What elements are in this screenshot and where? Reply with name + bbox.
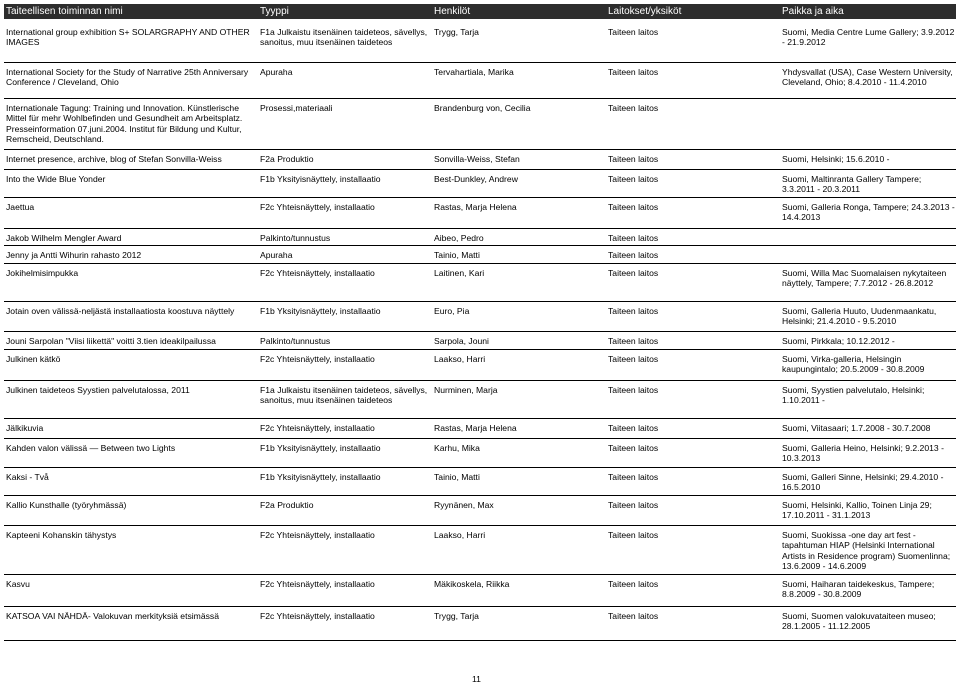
activity-type: Prosessi,materiaali [260,103,333,113]
activity-unit: Taiteen laitos [608,336,659,346]
row-divider [4,574,956,575]
activity-type: F2c Yhteisnäyttely, installaatio [260,611,375,621]
row-divider [4,149,956,150]
activity-unit: Taiteen laitos [608,174,659,184]
activity-name: Jaettua [6,202,35,212]
table-row [4,306,956,327]
header-place: Paikka ja aika [782,6,844,17]
table-row [4,423,956,433]
table-row [4,354,956,375]
activity-unit: Taiteen laitos [608,268,659,278]
activity-name: Jenny ja Antti Wihurin rahasto 2012 [6,250,142,260]
table-row [4,500,956,521]
activity-type: F1b Yksityisnäyttely, installaatio [260,472,381,482]
header-type: Tyyppi [260,6,289,17]
activity-persons: Karhu, Mika [434,443,480,453]
row-divider [4,495,956,496]
table-row [4,385,956,406]
activity-type: F1a Julkaistu itsenäinen taideteos, sävellys, sanoitus, muu itsenäinen taideteos [260,385,428,406]
activity-persons: Laakso, Harri [434,354,486,364]
activity-persons: Aibeo, Pedro [434,233,484,243]
activity-name: Jakob Wilhelm Mengler Award [6,233,122,243]
activity-name: International Society for the Study of Narrative 25th Anniversary Conference / Cleveland, Ohio [6,67,249,88]
row-divider [4,245,956,246]
activity-persons: Mäkikoskela, Riikka [434,579,510,589]
activity-unit: Taiteen laitos [608,233,659,243]
activity-place: Suomi, Virka-galleria, Helsingin kaupungintalo; 20.5.2009 - 30.8.2009 [782,354,925,375]
row-divider [4,301,956,302]
row-divider [4,380,956,381]
activity-persons: Trygg, Tarja [434,27,479,37]
activity-place: Suomi, Maltinranta Gallery Tampere; 3.3.2011 - 20.3.2011 [782,174,922,195]
table-row [4,103,956,145]
row-divider [4,525,956,526]
activity-place: Suomi, Pirkkala; 10.12.2012 - [782,336,895,346]
table-row [4,250,956,260]
activity-unit: Taiteen laitos [608,500,659,510]
activity-unit: Taiteen laitos [608,27,659,37]
activity-persons: Ryynänen, Max [434,500,494,510]
row-divider [4,438,956,439]
activity-name: Internationale Tagung: Training und Innovation. Künstlerische Mittel für mehr Wohlbefinden und Gesundheit am Arbeitsplatz. Presseinformation 07.juni.2004. Institut für Bildung und Kultur, Remscheid, Deutschland. [6,103,243,145]
row-divider [4,263,956,264]
table-header [4,4,956,19]
activity-persons: Trygg, Tarja [434,611,479,621]
activity-persons: Euro, Pia [434,306,470,316]
row-divider [4,169,956,170]
table-row [4,336,956,346]
activity-type: F2c Yhteisnäyttely, installaatio [260,579,375,589]
activity-place: Suomi, Galleria Huuto, Uudenmaankatu, Helsinki; 21.4.2010 - 9.5.2010 [782,306,937,327]
activity-unit: Taiteen laitos [608,423,659,433]
activity-place: Suomi, Galleria Heino, Helsinki; 9.2.2013 - 10.3.2013 [782,443,944,464]
row-divider [4,606,956,607]
table-row [4,443,956,464]
activity-type: F2c Yhteisnäyttely, installaatio [260,202,375,212]
header-unit: Laitokset/yksiköt [608,6,682,17]
activity-persons: Nurminen, Marja [434,385,498,395]
activity-name: Kapteeni Kohanskin tähystys [6,530,117,540]
row-divider [4,331,956,332]
activity-place: Suomi, Suomen valokuvataiteen museo; 28.1.2005 - 11.12.2005 [782,611,936,632]
activity-place: Suomi, Syystien palvelutalo, Helsinki; 1.10.2011 - [782,385,925,406]
activity-name: Jotain oven välissä-neljästä installaatiosta koostuva näyttely [6,306,235,316]
activity-persons: Sonvilla-Weiss, Stefan [434,154,520,164]
activity-persons: Laakso, Harri [434,530,486,540]
activity-place [780,250,956,260]
activity-name: Julkinen taideteos Syystien palvelutalossa, 2011 [6,385,190,395]
activity-name: Into the Wide Blue Yonder [6,174,106,184]
table-row [4,27,956,48]
activity-type: F1b Yksityisnäyttely, installaatio [260,443,381,453]
table-row [4,67,956,88]
activity-type: F1b Yksityisnäyttely, installaatio [260,174,381,184]
activity-place [780,233,956,243]
activity-place: Suomi, Suokissa -one day art fest - tapahtuman HIAP (Helsinki International Artists in Residence program) Suomenlinna; 13.6.2009 - 14.6.2009 [782,530,951,572]
table-row [4,174,956,195]
activity-persons: Tervahartiala, Marika [434,67,514,77]
activity-place: Suomi, Media Centre Lume Gallery; 3.9.2012 - 21.9.2012 [782,27,955,48]
activity-unit: Taiteen laitos [608,354,659,364]
row-divider [4,349,956,350]
activity-persons: Brandenburg von, Cecilia [434,103,531,113]
activity-unit: Taiteen laitos [608,611,659,621]
activity-unit: Taiteen laitos [608,250,659,260]
activity-type: F2c Yhteisnäyttely, installaatio [260,268,375,278]
activity-persons: Best-Dunkley, Andrew [434,174,518,184]
activity-unit: Taiteen laitos [608,472,659,482]
activity-name: Kahden valon välissä — Between two Lights [6,443,176,453]
activity-persons: Rastas, Marja Helena [434,423,517,433]
activity-name: Jokihelmisimpukka [6,268,79,278]
activity-type: F1a Julkaistu itsenäinen taideteos, sävellys, sanoitus, muu itsenäinen taideteos [260,27,428,48]
table-row [4,202,956,223]
activity-unit: Taiteen laitos [608,385,659,395]
activity-name: KATSOA VAI NÄHDÄ- Valokuvan merkityksiä etsimässä [6,611,219,621]
table-row [4,154,956,164]
activity-persons: Tainio, Matti [434,250,480,260]
activity-unit: Taiteen laitos [608,530,659,540]
activity-unit: Taiteen laitos [608,67,659,77]
activity-type: F2c Yhteisnäyttely, installaatio [260,423,375,433]
activity-unit: Taiteen laitos [608,579,659,589]
table-row [4,233,956,243]
activity-name: Jälkikuvia [6,423,44,433]
activity-name: Kallio Kunsthalle (työryhmässä) [6,500,127,510]
activity-type: F2c Yhteisnäyttely, installaatio [260,530,375,540]
table-row [4,268,956,289]
activity-name: Kasvu [6,579,30,589]
activity-persons: Sarpola, Jouni [434,336,489,346]
row-divider [4,228,956,229]
activity-unit: Taiteen laitos [608,443,659,453]
activity-type: F2a Produktio [260,154,314,164]
activity-type: Palkinto/tunnustus [260,336,331,346]
activity-type: F2c Yhteisnäyttely, installaatio [260,354,375,364]
activity-place: Suomi, Galleria Ronga, Tampere; 24.3.2013 - 14.4.2013 [782,202,955,223]
activity-place: Suomi, Galleri Sinne, Helsinki; 29.4.2010 - 16.5.2010 [782,472,944,493]
row-divider [4,197,956,198]
page-number: 11 [472,674,481,684]
table-row [4,472,956,493]
activity-place: Yhdysvallat (USA), Case Western University, Cleveland, Ohio; 8.4.2010 - 11.4.2010 [782,67,953,88]
activity-persons: Laitinen, Kari [434,268,485,278]
activity-table [4,4,956,19]
activity-place: Suomi, Willa Mac Suomalaisen nykytaiteen näyttely, Tampere; 7.7.2012 - 26.8.2012 [782,268,947,289]
activity-persons: Tainio, Matti [434,472,480,482]
activity-place: Suomi, Haiharan taidekeskus, Tampere; 8.8.2009 - 30.8.2009 [782,579,935,600]
activity-unit: Taiteen laitos [608,202,659,212]
activity-place: Suomi, Viitasaari; 1.7.2008 - 30.7.2008 [782,423,931,433]
activity-type: F2a Produktio [260,500,314,510]
activity-place: Suomi, Helsinki; 15.6.2010 - [782,154,890,164]
activity-name: International group exhibition S+ SOLARGRAPHY AND OTHER IMAGES [6,27,250,48]
activity-type: Apuraha [260,67,293,77]
table-row [4,579,956,600]
activity-name: Julkinen kätkö [6,354,61,364]
activity-type: F1b Yksityisnäyttely, installaatio [260,306,381,316]
row-divider [4,62,956,63]
activity-type: Apuraha [260,250,293,260]
activity-unit: Taiteen laitos [608,103,659,113]
row-divider [4,418,956,419]
activity-type: Palkinto/tunnustus [260,233,331,243]
row-divider [4,98,956,99]
activity-unit: Taiteen laitos [608,154,659,164]
table-row [4,530,956,572]
row-divider [4,640,956,641]
table-row [4,611,956,632]
activity-place [780,103,956,145]
header-name: Taiteellisen toiminnan nimi [6,6,123,17]
activity-name: Internet presence, archive, blog of Stefan Sonvilla-Weiss [6,154,222,164]
row-divider [4,467,956,468]
header-persons: Henkilöt [434,6,471,17]
activity-unit: Taiteen laitos [608,306,659,316]
activity-persons: Rastas, Marja Helena [434,202,517,212]
activity-name: Jouni Sarpolan "Viisi liikettä" voitti 3.tien ideakilpailussa [6,336,216,346]
activity-name: Kaksi - Två [6,472,49,482]
activity-place: Suomi, Helsinki, Kallio, Toinen Linja 29; 17.10.2011 - 31.1.2013 [782,500,932,521]
